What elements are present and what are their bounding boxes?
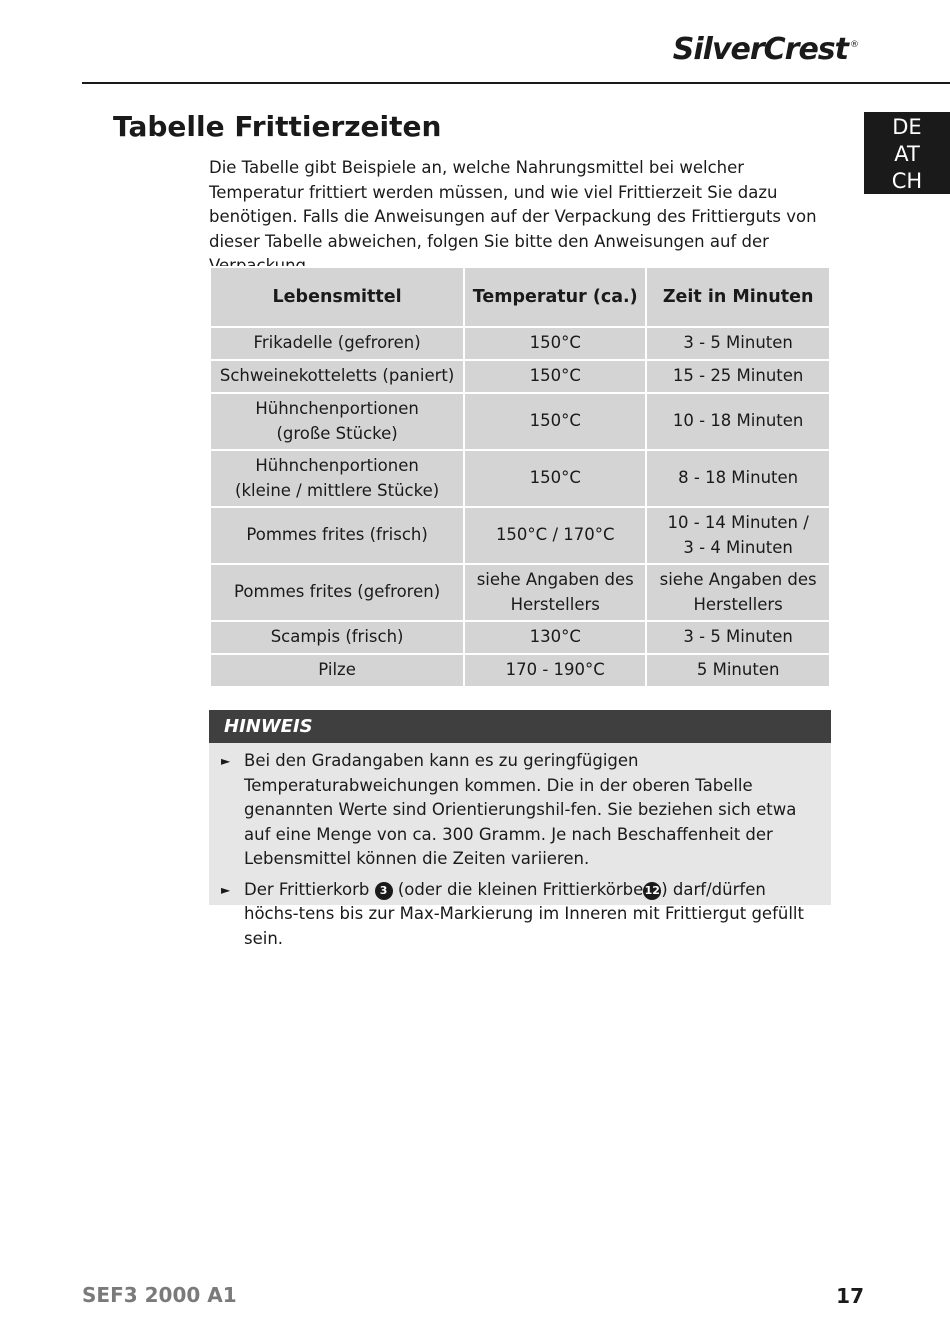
header-temperature: Temperatur (ca.) xyxy=(465,268,645,326)
note-item-basket xyxy=(217,878,823,952)
intro-paragraph: Die Tabelle gibt Beispiele an, welche Nahrungsmittel bei welcher Temperatur frittiert werden müssen, und wie viel Frittierzeit Sie dazu benötigen. Falls die Anweisungen auf der Verpackung des Frittierguts von dieser Tabelle abweichen, folgen Sie bitte den Anweisungen auf der xyxy=(209,158,817,251)
cell-time: 5 Minuten xyxy=(647,655,829,686)
language-at: AT xyxy=(894,142,920,166)
registered-mark: ® xyxy=(850,40,858,50)
model-number: SEF3 2000 A1 xyxy=(82,1283,237,1307)
bullet-arrow-icon: ► xyxy=(221,754,231,768)
cell-time: 8 - 18 Minuten xyxy=(647,451,829,506)
hinweis-heading: HINWEIS xyxy=(209,710,831,743)
cell-food: Scampis (frisch) xyxy=(211,622,463,653)
cell-time: 15 - 25 Minuten xyxy=(647,361,829,392)
cell-food: Frikadelle (gefroren) xyxy=(211,328,463,359)
bullet-arrow-icon: ► xyxy=(221,882,231,897)
cell-temperature: 150°C xyxy=(465,328,645,359)
table-row xyxy=(211,451,829,506)
note-text-part2: (oder die kleinen Frittierkörbe xyxy=(397,879,644,899)
callout-number-12-icon: 12 xyxy=(643,882,661,900)
cell-time xyxy=(647,508,829,563)
note-text-part3: ) darf/dürfen höchs-tens bis zur Max-Markierung im Inneren mit Frittiergut gefüllt sein. xyxy=(244,879,804,948)
table-row xyxy=(211,361,829,392)
cell-time: 3 - 5 Minuten xyxy=(647,328,829,359)
hinweis-box xyxy=(209,743,831,948)
cell-time xyxy=(647,565,829,620)
cell-food-line1: Hühnchenportionen xyxy=(255,456,419,475)
cell-food xyxy=(211,394,463,449)
table-header-row xyxy=(211,268,829,326)
language-ch: CH xyxy=(891,169,923,193)
cell-food-line1: Hühnchenportionen xyxy=(255,399,419,418)
table-row xyxy=(211,394,829,449)
cell-food: Schweinekotteletts (paniert) xyxy=(211,361,463,392)
cell-food: Pommes frites (frisch) xyxy=(211,508,463,563)
note-text: Bei den Gradangaben kann es zu geringfügigen Temperaturabweichungen kommen. Die in der oberen Tabelle genannten Werte sind Orientierungshil-fen. Sie beziehen sich etwa auf eine Menge von ca. 300 Gramm. Je nach Beschaffenheit der Lebensmittel können die Zeiten variieren. xyxy=(244,751,797,868)
cell-time-line2: 3 - 4 Minuten xyxy=(683,537,793,557)
cell-temperature: 150°C xyxy=(465,361,645,392)
table-row xyxy=(211,328,829,359)
language-tab xyxy=(864,112,950,194)
table-row xyxy=(211,508,829,563)
cell-food-line2: (kleine / mittlere Stücke) xyxy=(235,480,440,500)
cell-food-line2: (große Stücke) xyxy=(276,423,398,443)
table-row xyxy=(211,655,829,686)
header-food: Lebensmittel xyxy=(211,268,463,326)
note-item-temperature xyxy=(217,749,823,872)
page-number: 17 xyxy=(836,1284,864,1308)
cell-time-line1: 10 - 14 Minuten / xyxy=(667,513,809,532)
header-divider xyxy=(82,82,950,84)
callout-number-3-icon: 3 xyxy=(375,882,393,900)
cell-temperature: 170 - 190°C xyxy=(465,655,645,686)
note-text-part1: Der Frittierkorb xyxy=(244,879,370,899)
cell-time: 10 - 18 Minuten xyxy=(647,394,829,449)
cell-time-line1: siehe Angaben des xyxy=(659,570,817,589)
brand-logo xyxy=(673,32,856,67)
brand-name: SilverCrest xyxy=(672,32,848,67)
cell-food xyxy=(211,451,463,506)
frying-times-table xyxy=(209,266,831,688)
cell-time: 3 - 5 Minuten xyxy=(647,622,829,653)
cell-temperature xyxy=(465,565,645,620)
cell-food: Pilze xyxy=(211,655,463,686)
page-title: Tabelle Frittierzeiten xyxy=(113,110,442,143)
table-row xyxy=(211,565,829,620)
header-time: Zeit in Minuten xyxy=(647,268,829,326)
cell-food: Pommes frites (gefroren) xyxy=(211,565,463,620)
language-de: DE xyxy=(892,115,922,139)
cell-temperature: 150°C xyxy=(465,451,645,506)
cell-time-line2: Herstellers xyxy=(693,594,783,614)
cell-temperature: 130°C xyxy=(465,622,645,653)
cell-temperature-line1: siehe Angaben des xyxy=(476,570,634,589)
cell-temperature-line2: Herstellers xyxy=(510,594,600,614)
cell-temperature: 150°C / 170°C xyxy=(465,508,645,563)
cell-temperature: 150°C xyxy=(465,394,645,449)
table-row xyxy=(211,622,829,653)
